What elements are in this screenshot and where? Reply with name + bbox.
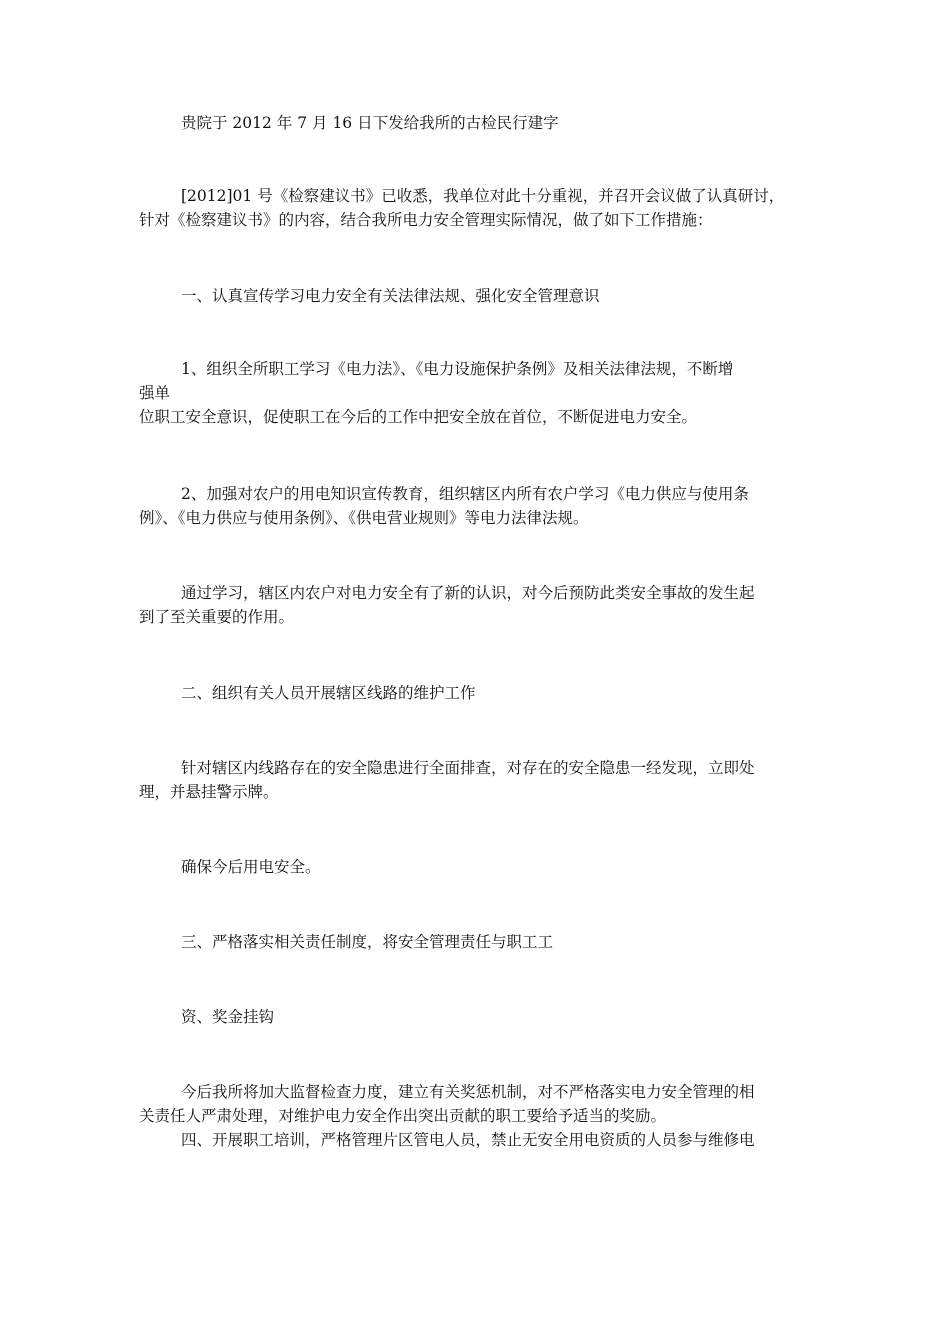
text-line: 今后我所将加大监督检查力度，建立有关奖惩机制，对不严格落实电力安全管理的相 xyxy=(181,1083,755,1101)
text-line: 针对《检察建议书》的内容，结合我所电力安全管理实际情况，做了如下工作措施： xyxy=(139,211,713,229)
text-line: [2012]01 号《检察建议书》已收悉，我单位对此十分重视，并召开会议做了认真研讨， xyxy=(181,187,785,205)
text-line: 强单 xyxy=(139,384,171,402)
text-line: 三、严格落实相关责任制度，将安全管理责任与职工工 xyxy=(181,933,554,951)
text-line: 通过学习，辖区内农户对电力安全有了新的认识，对今后预防此类安全事故的发生起 xyxy=(181,584,755,602)
text-line: 二、组织有关人员开展辖区线路的维护工作 xyxy=(181,684,476,702)
text-line: 关责任人严肃处理，对维护电力安全作出突出贡献的职工要给予适当的奖励。 xyxy=(139,1107,667,1125)
section-heading-1 xyxy=(139,284,819,308)
text-line: 位职工安全意识，促使职工在今后的工作中把安全放在首位，不断促进电力安全。 xyxy=(139,408,698,426)
text-line: 1、组织全所职工学习《电力法》、《电力设施保护条例》及相关法律法规，不断增 xyxy=(181,360,734,378)
paragraph-6 xyxy=(139,756,819,804)
text-line: 到了至关重要的作用。 xyxy=(139,608,295,626)
text-line: 贵院于 2012 年 7 月 16 日下发给我所的古检民行建字 xyxy=(181,114,559,132)
text-line: 资、奖金挂钩 xyxy=(181,1008,275,1026)
text-line: 一、认真宣传学习电力安全有关法律法规、强化安全管理意识 xyxy=(181,287,600,305)
text-line: 四、开展职工培训，严格管理片区管电人员，禁止无安全用电资质的人员参与维修电 xyxy=(181,1131,755,1149)
paragraph-4 xyxy=(139,482,819,530)
text-line: 理，并悬挂警示牌。 xyxy=(139,783,279,801)
section-heading-2 xyxy=(139,681,819,705)
paragraph-5 xyxy=(139,581,819,629)
paragraph-1 xyxy=(139,111,819,135)
text-line: 例》、《电力供应与使用条例》、《供电营业规则》等电力法律法规。 xyxy=(139,509,589,527)
text-line: 2、加强对农户的用电知识宣传教育，组织辖区内所有农户学习《电力供应与使用条 xyxy=(181,485,749,503)
text-line: 确保今后用电安全。 xyxy=(181,858,321,876)
paragraph-2 xyxy=(139,184,819,232)
text-line: 针对辖区内线路存在的安全隐患进行全面排查，对存在的安全隐患一经发现，立即处 xyxy=(181,759,755,777)
section-heading-3-cont xyxy=(139,1005,819,1029)
paragraph-3 xyxy=(139,357,819,429)
section-heading-3 xyxy=(139,930,819,954)
paragraph-8 xyxy=(139,1080,819,1152)
paragraph-7 xyxy=(139,855,819,879)
